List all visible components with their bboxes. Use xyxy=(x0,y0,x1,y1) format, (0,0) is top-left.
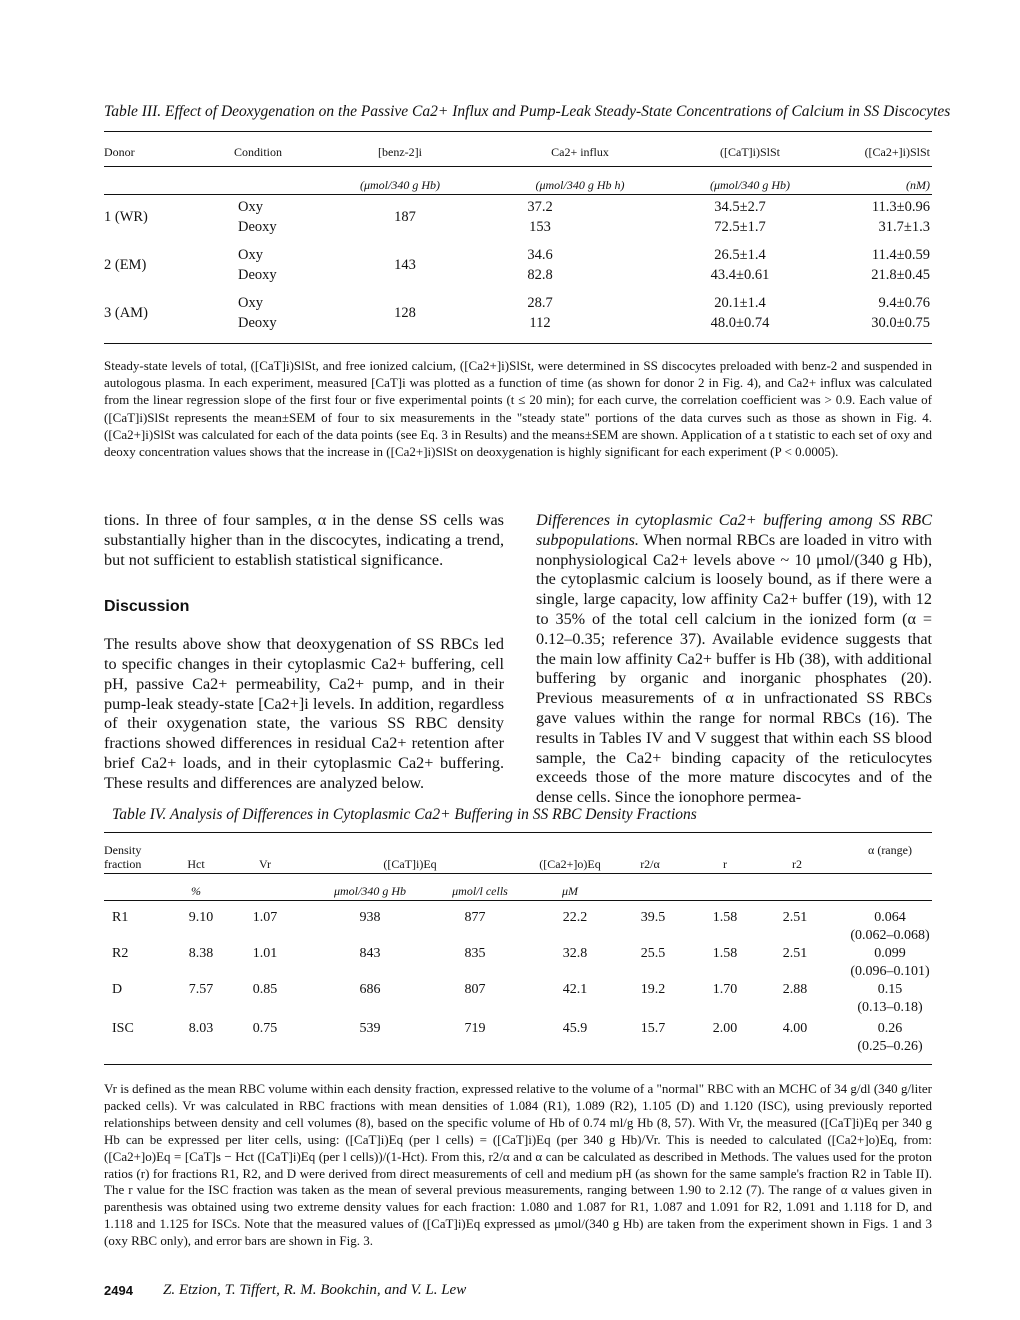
table4-row4-hct: 8.03 xyxy=(188,1021,214,1036)
table4-header-rule xyxy=(104,873,932,874)
table4-footnote: Vr is defined as the mean RBC volume within each density fraction, expressed relative to the volume of a "normal" RBC with an MCHC of 34 g/dl (340 g/liter packed cells). Vr was calculated in RBC fractions with mean densities of 1.084 (R1), 1.089 (R2), 1.105 (D) and 1.120 (ISC), using previously reported relationships between density and cell volumes (8), based on the specific volume of Hb of 0.74 ml/g Hb (8, 57). With Vr, the measured ([CaT]i)Eq per 340 g Hb can be expressed per liter cells, using: ([CaT]i)Eq (per l cells) = ([CaT]i)Eq (per 340 g Hb)/Vr. This is needed to calculated ([Ca2+]o)Eq, from: ([Ca2+]o)Eq = [CaT]s − Hct ([CaT]i)Eq (per l cells))/(1-Hct). From this, r2/α and α can be calculated as described in Methods. The values used for the proton ratios (r) for fractions R1, R2, and D were derived from direct measurements of cell and medium pH (as shown for the same sample's fraction R2 in Table II). The r value for the ISC fraction was taken as the mean of several previous measurements, ranging between 1.90 to 2.12 (7). The range of α values given in parenthesis was obtained using two extreme density values for each fraction: 1.080 and 1.087 for R1, 1.087 and 1.091 for R2, 1.091 and 1.118 for D, and 1.118 and 1.125 for ISCs. Note that the measured values of ([CaT]i)Eq expressed as μmol/(340 g Hb) are taken from the experiment shown in Figs. 1 and 3 (oxy RBC only), and error bars are shown in Fig. 3. xyxy=(104,1081,932,1249)
table4-row4-alpha: 0.26 xyxy=(877,1021,903,1036)
table3-row3-cat-deoxy: 48.0±0.74 xyxy=(710,315,770,331)
table3-row3-influx-oxy: 28.7 xyxy=(527,295,553,311)
table4-row3-cat-hb: 686 xyxy=(359,982,381,997)
table3-row2-cat-oxy: 26.5±1.4 xyxy=(714,247,766,263)
table4-caption: Table IV. Analysis of Differences in Cytoplasmic Ca2+ Buffering in SS RBC Density Fractions xyxy=(112,806,697,823)
table3-row2-cat-deoxy: 43.4±0.61 xyxy=(710,267,770,283)
table3-row3-benz: 128 xyxy=(394,305,416,321)
table4-row3-r: 1.70 xyxy=(712,982,738,997)
table3-header-rule xyxy=(104,166,932,167)
table4-header-r2: r2 xyxy=(792,857,802,871)
table3-row1-influx-deoxy: 153 xyxy=(529,219,551,235)
table3-row1-cond-oxy: Oxy xyxy=(238,199,263,215)
table4-header-cat: ([CaT]i)Eq xyxy=(383,857,437,871)
table3-header-donor: Donor xyxy=(104,145,135,159)
table3-row1-donor: 1 (WR) xyxy=(104,209,148,225)
table4-row3-range: (0.13–0.18) xyxy=(857,1000,923,1015)
table4-row4-cat-cells: 719 xyxy=(464,1021,486,1036)
table4-row2-fraction: R2 xyxy=(112,946,129,961)
table4-row4-vr: 0.75 xyxy=(252,1021,278,1036)
table4-header-r: r xyxy=(723,857,727,871)
table3-unit-rule xyxy=(104,194,932,195)
table4-row2-cat-cells: 835 xyxy=(464,946,486,961)
table4-row3-r2: 2.88 xyxy=(782,982,808,997)
table4-row2-alpha: 0.099 xyxy=(874,946,906,961)
table3-unit-influx: (μmol/340 g Hb h) xyxy=(535,178,625,192)
table4-row3-alpha: 0.15 xyxy=(877,982,903,997)
right-para-text: When normal RBCs are loaded in vitro with nonphysiological Ca2+ levels above ~ 10 μmol/(340 g Hb), the cytoplasmic calcium is loosely bound, as if there were a single, large capacity, low affinity Ca2+ buffer (19), with 12 to 35% of the total cell calcium in the ionized form (α = 0.12–0.35; reference 37). Available evidence suggests that the main low affinity Ca2+ buffer is Hb (38), with additional buffering by organic and inorganic phosphates (20). Previous measurements of α in unfractionated SS RBCs gave values within the range for normal RBCs (16). The results in Tables IV and V suggest that within each SS blood sample, the Ca2+ binding capacity of the reticulocytes exceeds those of the more mature discocytes and of the dense cells. Since the ionophore permea- xyxy=(536,530,932,807)
table4-row2-r2: 2.51 xyxy=(782,946,808,961)
table3-footnote: Steady-state levels of total, ([CaT]i)SlSt, and free ionized calcium, ([Ca2+]i)SlSt, were determined in SS discocytes preloaded with benz-2 and suspended in autologous plasma. In each experiment, measured [CaT]i was plotted as a function of time (as shown for donor 2 in Fig. 4), and Ca2+ influx was calculated from the linear regression slope of the first four or five experimental points (t ≤ 20 min); for each curve, the correlation coefficient was > 0.9. Each value of ([CaT]i)SlSt represents the mean±SEM of four to six measurements in the "steady state" portions of the data curves such as those as shown in Fig. 4. ([Ca2+]i)SlSt was calculated for each of the data points (see Eq. 3 in Results) and the means±SEM are shown. Application of a t statistic to each set of oxy and deoxy concentration values shows that the increase in ([Ca2+]i)SlSt on deoxygenation is highly significant for each experiment (P < 0.0005). xyxy=(104,358,932,460)
table4-row1-vr: 1.07 xyxy=(252,910,278,925)
table3-unit-benz: (μmol/340 g Hb) xyxy=(359,178,440,192)
table3-row2-cond-oxy: Oxy xyxy=(238,247,263,263)
table3-header-ca: ([Ca2+]i)SlSt xyxy=(864,145,930,159)
table4-header-r2a: r2/α xyxy=(640,857,660,871)
table3-top-rule xyxy=(104,131,932,132)
table3-row1-ca-deoxy: 31.7±1.3 xyxy=(878,219,930,235)
table3-row2-influx-oxy: 34.6 xyxy=(527,247,553,263)
table4-row1-cat-hb: 938 xyxy=(359,910,381,925)
table3-header-influx: Ca2+ influx xyxy=(551,145,609,159)
table4-header-alpha: α (range) xyxy=(868,843,912,857)
table3-row3-ca-deoxy: 30.0±0.75 xyxy=(871,315,930,331)
left-para-continued: tions. In three of four samples, α in the dense SS cells was substantially higher than in the discocytes, indicating a trend, but not sufficient to establish statistical significance. xyxy=(104,511,504,569)
table4-row1-cat-cells: 877 xyxy=(464,910,486,925)
table4-row2-cao: 32.8 xyxy=(562,946,588,961)
table4-row3-cat-cells: 807 xyxy=(464,982,486,997)
table4-row4-r2a: 15.7 xyxy=(640,1021,666,1036)
table3-row1-influx-oxy: 37.2 xyxy=(527,199,553,215)
discussion-para: The results above show that deoxygenation of SS RBCs led to specific changes in their cytoplasmic Ca2+ buffering, cell pH, passive Ca2+ permeability, Ca2+ pump, and in their pump-leak steady-state [Ca2+]i levels. In addition, regardless of their oxygenation state, the various SS RBC density fractions showed differences in residual Ca2+ retention after brief Ca2+ loads, and in their cytoplasmic Ca2+ buffering. These results and differences are analyzed below. xyxy=(104,635,504,792)
table4-unit-cat-cells: μmol/l cells xyxy=(452,884,508,898)
table3-caption: Table III. Effect of Deoxygenation on the Passive Ca2+ Influx and Pump-Leak Steady-State Concentrations of Calcium in SS Discocytes xyxy=(104,103,951,120)
table4-row3-fraction: D xyxy=(112,982,123,997)
table4-header-vr: Vr xyxy=(259,857,271,871)
table4-row1-r2: 2.51 xyxy=(782,910,808,925)
table3-row1-cond-deoxy: Deoxy xyxy=(238,219,277,235)
table3-row1-ca-oxy: 11.3±0.96 xyxy=(871,199,930,215)
table3-row2-influx-deoxy: 82.8 xyxy=(527,267,553,283)
table4-row4-cat-hb: 539 xyxy=(359,1021,381,1036)
table4-row4-range: (0.25–0.26) xyxy=(857,1039,923,1054)
table3-row3-ca-oxy: 9.4±0.76 xyxy=(878,295,930,311)
table3-row2-cond-deoxy: Deoxy xyxy=(238,267,277,283)
table4-row2-r: 1.58 xyxy=(712,946,738,961)
table4-row3-hct: 7.57 xyxy=(188,982,214,997)
table3-unit-ca: (nM) xyxy=(906,178,930,192)
table3-row2-ca-oxy: 11.4±0.59 xyxy=(871,247,930,263)
table4-row2-range: (0.096–0.101) xyxy=(850,964,930,979)
table4-top-rule xyxy=(104,832,932,833)
table4-unit-hct: % xyxy=(191,884,201,898)
table4-row1-fraction: R1 xyxy=(112,910,129,925)
table4-unit-cao: μM xyxy=(561,884,579,898)
table4-bottom-rule xyxy=(104,1064,932,1065)
table4-unit-rule xyxy=(104,900,932,901)
table4-row1-r2a: 39.5 xyxy=(640,910,666,925)
table4-row1-alpha: 0.064 xyxy=(874,910,906,925)
page-number: 2494 xyxy=(104,1283,133,1298)
table4-row1-r: 1.58 xyxy=(712,910,738,925)
table4-row2-vr: 1.01 xyxy=(252,946,278,961)
table3-row1-benz: 187 xyxy=(394,209,416,225)
table3-row3-cond-deoxy: Deoxy xyxy=(238,315,277,331)
table3-header-condition: Condition xyxy=(234,145,283,159)
discussion-heading: Discussion xyxy=(104,598,190,616)
table3-unit-cat: (μmol/340 g Hb) xyxy=(709,178,790,192)
table3-header-benz: [benz-2]i xyxy=(378,145,422,159)
table4-row3-r2a: 19.2 xyxy=(640,982,666,997)
table4-row3-vr: 0.85 xyxy=(252,982,278,997)
table4-row2-cat-hb: 843 xyxy=(359,946,381,961)
table4-row1-cao: 22.2 xyxy=(562,910,588,925)
table4-header-fraction: Density fraction xyxy=(104,843,142,871)
table4-row4-fraction: ISC xyxy=(112,1021,134,1036)
table4-row1-range: (0.062–0.068) xyxy=(850,928,930,943)
table3-header-cat: ([CaT]i)SlSt xyxy=(720,145,780,159)
table4-row2-r2a: 25.5 xyxy=(640,946,666,961)
table3-row2-donor: 2 (EM) xyxy=(104,257,147,273)
table4-row1-hct: 9.10 xyxy=(188,910,214,925)
table4-header-cao: ([Ca2+]o)Eq xyxy=(539,857,601,871)
table3-row3-cat-oxy: 20.1±1.4 xyxy=(714,295,766,311)
right-para xyxy=(536,511,932,808)
right-column xyxy=(536,511,932,808)
table4-row4-r2: 4.00 xyxy=(782,1021,808,1036)
table3-row2-ca-deoxy: 21.8±0.45 xyxy=(871,267,930,283)
table3-row1-cat-oxy: 34.5±2.7 xyxy=(714,199,766,215)
table3-bottom-rule xyxy=(104,343,932,344)
table3-row3-cond-oxy: Oxy xyxy=(238,295,263,311)
running-footer-authors: Z. Etzion, T. Tiffert, R. M. Bookchin, and V. L. Lew xyxy=(163,1282,467,1298)
table4-row3-cao: 42.1 xyxy=(562,982,588,997)
table4-row2-hct: 8.38 xyxy=(188,946,214,961)
table3-row3-influx-deoxy: 112 xyxy=(529,315,551,331)
table3-row3-donor: 3 (AM) xyxy=(104,305,148,321)
table4-row4-cao: 45.9 xyxy=(562,1021,588,1036)
right-subheading: Differences in cytoplasmic Ca2+ buffering among SS RBC subpopulations. xyxy=(536,511,932,549)
left-column xyxy=(104,511,504,794)
table4-header-hct: Hct xyxy=(187,857,205,871)
table3-row1-cat-deoxy: 72.5±1.7 xyxy=(714,219,766,235)
table4-row4-r: 2.00 xyxy=(712,1021,738,1036)
table3-row2-benz: 143 xyxy=(394,257,416,273)
table4-unit-cat-hb: μmol/340 g Hb xyxy=(333,884,407,898)
